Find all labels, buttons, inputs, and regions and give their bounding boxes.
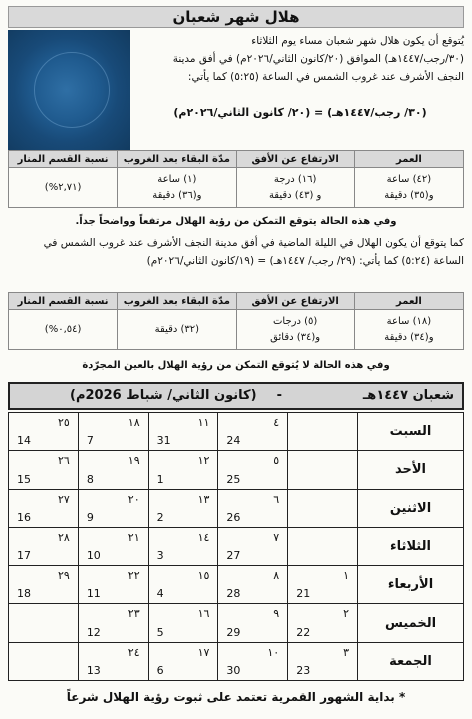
cell-altitude <box>236 310 354 350</box>
header-illumination: نسبة القسم المنار <box>9 151 118 168</box>
hijri-date: ٢٢ <box>127 569 140 583</box>
gregorian-date: 9 <box>86 510 94 524</box>
altitude-degrees: (١٦) درجة <box>273 173 317 185</box>
calendar-cell <box>78 604 148 642</box>
calendar-cell <box>148 642 218 680</box>
cell-duration <box>118 168 236 208</box>
calendar-cell <box>148 413 218 451</box>
calendar-row <box>9 451 464 489</box>
gregorian-date: 27 <box>226 549 241 563</box>
hijri-date: ٢٦ <box>57 454 70 468</box>
calendar-cell <box>288 566 358 604</box>
cell-illumination: (٢,٧١%) <box>9 168 118 208</box>
altitude-minutes: و (٤٣) دقيقة <box>268 189 322 201</box>
calendar-cell <box>288 489 358 527</box>
calendar-row <box>9 527 464 565</box>
header-altitude: الارتفاع عن الأفق <box>236 293 354 310</box>
calendar-day-name: الخميس <box>358 604 464 642</box>
age-hours: (٤٢) ساعة <box>386 173 432 185</box>
hijri-date: ٢٣ <box>127 607 140 621</box>
gregorian-date: 31 <box>156 434 171 448</box>
calendar-cell <box>218 451 288 489</box>
calendar-hijri-title: شعبان ١٤٤٧هـ <box>362 388 454 403</box>
header-duration: مدّة البقاء بعد الغروب <box>118 293 236 310</box>
hijri-date: ١٧ <box>197 645 210 659</box>
calendar-cell <box>288 451 358 489</box>
calendar-cell <box>218 566 288 604</box>
header-illumination: نسبة القسم المنار <box>9 293 118 310</box>
gregorian-date: 30 <box>226 664 241 678</box>
age-minutes: و(٣٤) دقيقة <box>384 331 434 343</box>
calendar-cell <box>288 604 358 642</box>
header-altitude: الارتفاع عن الأفق <box>236 151 354 168</box>
footer-note: * بداية الشهور القمرية تعتمد على ثبوت رؤية الهلال شرعاً <box>66 690 406 704</box>
gregorian-date: 28 <box>226 587 241 601</box>
paragraph-2-line-2: الساعة (٥:٢٤) كما يأتي: (٢٩/ رجب/ ١٤٤٧هـ) = (١٩/كانون الثاني/٢٠٢٦م) <box>146 255 464 267</box>
hijri-date: ٨ <box>273 569 280 583</box>
calendar-day-name: الجمعة <box>358 642 464 680</box>
calendar-cell <box>78 413 148 451</box>
gregorian-date: 10 <box>86 549 101 563</box>
calendar-cell <box>218 604 288 642</box>
calendar-cell <box>288 413 358 451</box>
gregorian-date: 21 <box>296 587 311 601</box>
altitude-degrees: (٥) درجات <box>273 315 318 327</box>
hijri-date: ٩ <box>273 607 280 621</box>
crescent-moon-image <box>8 30 130 150</box>
calendar-cell <box>218 642 288 680</box>
cell-altitude <box>236 168 354 208</box>
cell-duration: (٣٢) دقيقة <box>118 310 236 350</box>
calendar-gregorian-title: (كانون الثاني/ شباط 2026م) <box>70 388 257 403</box>
gregorian-date: 12 <box>86 625 101 639</box>
age-hours: (١٨) ساعة <box>386 315 432 327</box>
moon-data-table-2 <box>8 292 464 350</box>
hijri-date: ١ <box>343 569 349 583</box>
calendar-cell <box>218 489 288 527</box>
header-age: العمر <box>354 293 463 310</box>
calendar-cell <box>9 413 79 451</box>
calendar-cell <box>148 604 218 642</box>
hijri-date: ٢١ <box>127 530 140 544</box>
calendar-cell <box>78 451 148 489</box>
calendar-day-name: الثلاثاء <box>358 527 464 565</box>
calendar-cell <box>148 566 218 604</box>
cell-age <box>354 310 463 350</box>
hijri-date: ٣ <box>343 645 349 659</box>
hijri-date: ٢٧ <box>57 492 70 506</box>
gregorian-date: 23 <box>296 664 311 678</box>
calendar-cell <box>78 527 148 565</box>
intro-line-3: النجف الأشرف عند غروب الشمس في الساعة (٥:٢٥) كما يأتي: <box>187 71 464 83</box>
calendar-cell <box>78 566 148 604</box>
gregorian-date: 2 <box>156 510 164 524</box>
calendar-cell <box>9 566 79 604</box>
gregorian-date: 25 <box>226 472 241 486</box>
hijri-date: ٢٩ <box>57 569 70 583</box>
calendar-cell <box>9 451 79 489</box>
hijri-date: ١٤ <box>197 530 210 544</box>
calendar-row <box>9 566 464 604</box>
hijri-date: ١٦ <box>197 607 210 621</box>
gregorian-date: 4 <box>156 587 164 601</box>
header-duration: مدّة البقاء بعد الغروب <box>118 151 236 168</box>
calendar-cell <box>9 642 79 680</box>
gregorian-date: 11 <box>86 587 101 601</box>
calendar-cell <box>78 642 148 680</box>
duration-minutes: و(٣٦) دقيقة <box>152 189 202 201</box>
hijri-date: ١١ <box>197 416 210 429</box>
calendar-header <box>8 382 464 410</box>
hijri-date: ٢٠ <box>127 492 140 506</box>
moon-data-table-1 <box>8 150 464 208</box>
calendar-cell <box>148 451 218 489</box>
hijri-date: ٢٥ <box>57 416 70 429</box>
note-2: وفي هذه الحالة لا يُتوقع التمكن من رؤية الهلال بالعين المجرّدة <box>82 360 390 371</box>
calendar-day-name: الأحد <box>358 451 464 489</box>
calendar-cell <box>9 527 79 565</box>
calendar-cell <box>288 642 358 680</box>
gregorian-date: 5 <box>156 625 164 639</box>
gregorian-date: 29 <box>226 625 241 639</box>
calendar-row <box>9 489 464 527</box>
calendar-cell <box>148 489 218 527</box>
gregorian-date: 3 <box>156 549 164 563</box>
hijri-date: ١٨ <box>127 416 140 429</box>
cell-age <box>354 168 463 208</box>
gregorian-date: 22 <box>296 625 311 639</box>
calendar-cell <box>78 489 148 527</box>
duration-hours: (١) ساعة <box>157 173 197 185</box>
calendar-day-name: الاثنين <box>358 489 464 527</box>
calendar-dash: - <box>276 388 282 403</box>
gregorian-date: 8 <box>86 472 94 486</box>
calendar-cell <box>9 489 79 527</box>
calendar-day-name: السبت <box>358 413 464 451</box>
hijri-date: ٤ <box>273 416 280 429</box>
gregorian-date: 17 <box>17 549 31 563</box>
hijri-date: ٢ <box>343 607 349 621</box>
hijri-date: ١٥ <box>197 569 210 583</box>
hijri-date: ٥ <box>273 454 280 468</box>
calendar-row <box>9 604 464 642</box>
gregorian-date: 1 <box>156 472 164 486</box>
age-minutes: و(٣٥) دقيقة <box>384 189 434 201</box>
gregorian-date: 14 <box>17 434 31 448</box>
page-title: هلال شهر شعبان <box>8 6 464 28</box>
calendar-grid <box>8 412 464 681</box>
gregorian-date: 24 <box>226 434 241 448</box>
hijri-date: ١٣ <box>197 492 210 506</box>
header-age: العمر <box>354 151 463 168</box>
gregorian-date: 7 <box>86 434 94 448</box>
hijri-date: ٢٤ <box>127 645 140 659</box>
hijri-date: ١٢ <box>197 454 210 468</box>
gregorian-date: 13 <box>86 664 101 678</box>
altitude-minutes: و(٣٤) دقائق <box>270 331 321 343</box>
gregorian-date: 6 <box>156 664 164 678</box>
gregorian-date: 15 <box>17 472 31 486</box>
calendar-cell <box>218 527 288 565</box>
hijri-date: ٢٨ <box>57 530 70 544</box>
note-1: وفي هذه الحالة يتوقع التمكن من رؤية الهلال مرتفعاً وواضحاً جداً. <box>75 216 397 227</box>
gregorian-date: 18 <box>17 587 31 601</box>
calendar-day-name: الأربعاء <box>358 566 464 604</box>
paragraph-2-line-1: كما يتوقع أن يكون الهلال في الليلة الماضية في أفق مدينة النجف الأشرف عند غروب الشمس في <box>43 237 464 249</box>
gregorian-date: 16 <box>17 510 31 524</box>
intro-equation: (٣٠/ رجب/١٤٤٧هـ) = (٢٠/ كانون الثاني/٢٠٢٦م) <box>173 106 427 119</box>
intro-line-1: يُتوقع أن يكون هلال شهر شعبان مساء يوم الثلاثاء <box>251 35 464 47</box>
calendar-row <box>9 413 464 451</box>
hijri-date: ٧ <box>273 530 280 544</box>
hijri-date: ١٩ <box>127 454 140 468</box>
calendar-cell <box>218 413 288 451</box>
calendar-cell <box>288 527 358 565</box>
gregorian-date: 26 <box>226 510 241 524</box>
cell-illumination: (٠,٥٤%) <box>9 310 118 350</box>
paragraph-2 <box>8 234 464 270</box>
hijri-date: ١٠ <box>267 645 280 659</box>
intro-line-2: (٣٠/رجب/١٤٤٧هـ) الموافق (٢٠/كانون الثاني/٢٠٢٦م) في أفق مدينة <box>172 53 464 65</box>
hijri-date: ٦ <box>273 492 280 506</box>
calendar-cell <box>9 604 79 642</box>
intro-text <box>136 32 464 86</box>
calendar-row <box>9 642 464 680</box>
calendar-cell <box>148 527 218 565</box>
